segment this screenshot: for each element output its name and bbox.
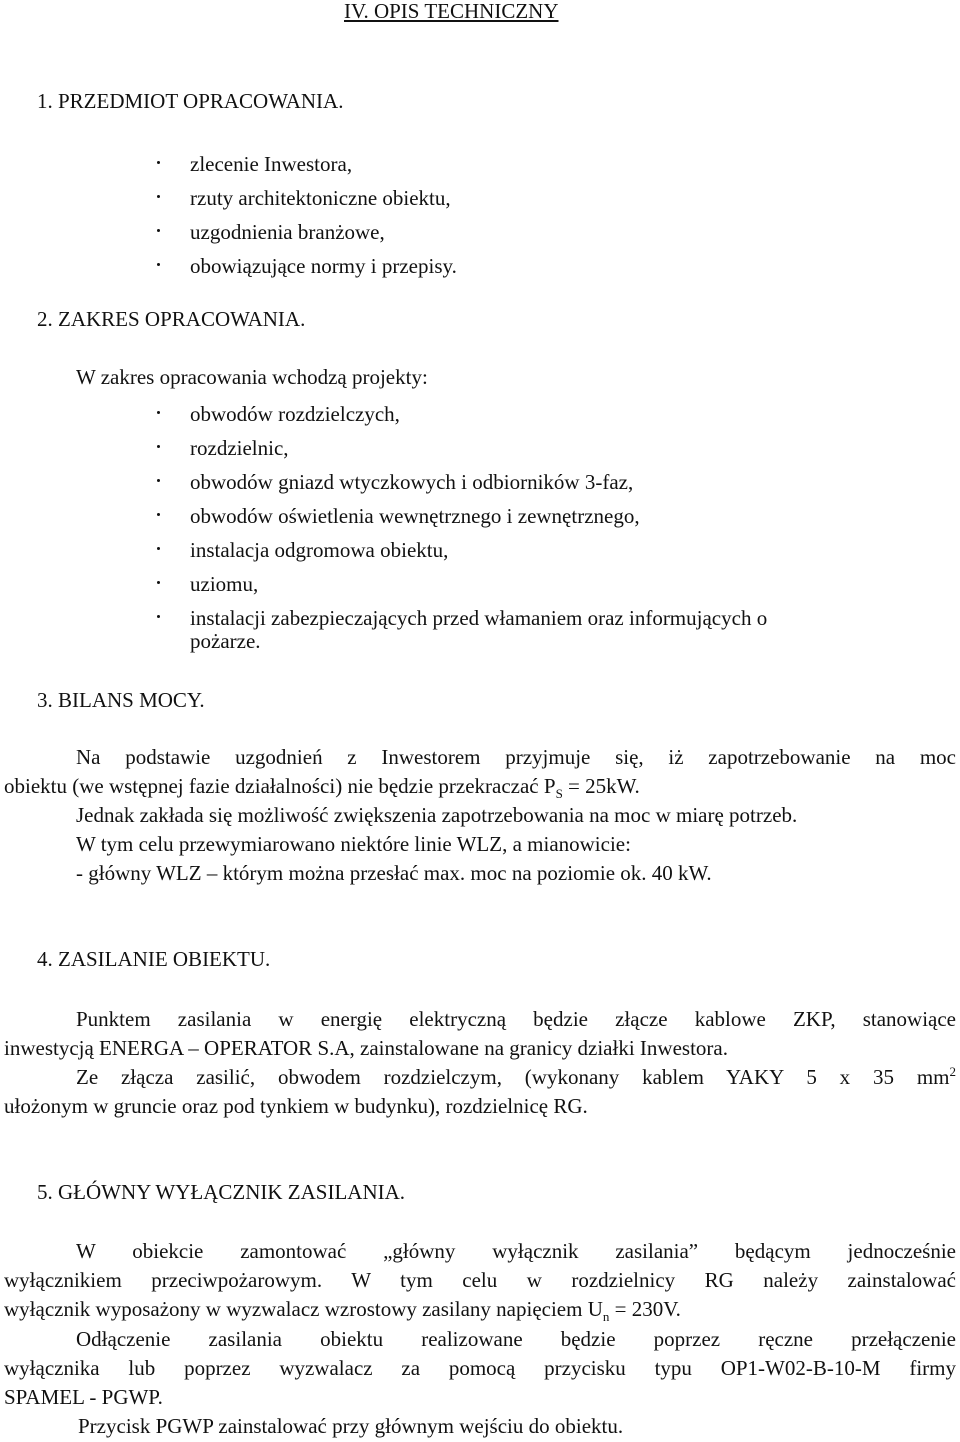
paragraph-line: wyłącznika lub poprzez wyzwalacz za pomocą przycisku typu OP1-W02-B-10-M firmy [4, 1356, 956, 1380]
paragraph-line: W obiekcie zamontować „główny wyłącznik zasilania” będącym jednocześnie [76, 1239, 956, 1263]
list-item: obwodów oświetlenia wewnętrznego i zewnętrznego, [153, 499, 767, 533]
list-item: rozdzielnic, [153, 431, 767, 465]
paragraph-line: obiektu (we wstępnej fazie działalności) nie będzie przekraczać $P_S = 25kW$. [4, 774, 640, 802]
paragraph-line: wyłącznik wyposażony w wyzwalacz wzrostowy zasilany napięciem $U_n = 230V$. [4, 1297, 681, 1325]
section-5-heading: 5. GŁÓWNY WYŁĄCZNIK ZASILANIA. [37, 1180, 406, 1204]
paragraph-line: wyłącznikiem przeciwpożarowym. W tym celu w rozdzielnicy RG należy zainstalować [4, 1268, 956, 1292]
section-2-list [153, 397, 767, 635]
list-item: zlecenie Inwestora, [153, 147, 457, 181]
list-item: obowiązujące normy i przepisy. [153, 249, 457, 283]
section-2-heading: 2. ZAKRES OPRACOWANIA. [37, 307, 306, 331]
section-3-heading: 3. BILANS MOCY. [37, 688, 205, 712]
paragraph-line: Przycisk PGWP zainstalować przy głównym wejściu do obiektu. [78, 1414, 624, 1438]
paragraph-line: Na podstawie uzgodnień z Inwestorem przyjmuje się, iż zapotrzebowanie na moc [76, 745, 956, 769]
list-item: obwodów rozdzielczych, [153, 397, 767, 431]
list-item: instalacja odgromowa obiektu, [153, 533, 767, 567]
paragraph-line: Punktem zasilania w energię elektryczną będzie złącze kablowe ZKP, stanowiące [76, 1007, 956, 1031]
list-item-continuation: pożarze. [190, 629, 261, 653]
list-item: rzuty architektoniczne obiektu, [153, 181, 457, 215]
paragraph-line: ułożonym w gruncie oraz pod tynkiem w budynku), rozdzielnicę RG. [4, 1094, 588, 1118]
list-item: instalacji zabezpieczających przed włamaniem oraz informujących o [153, 601, 767, 635]
paragraph-line: - główny WLZ – którym można przesłać max. moc na poziomie ok. 40 kW. [76, 861, 712, 885]
paragraph-line: SPAMEL - PGWP. [4, 1385, 163, 1409]
section-2-intro: W zakres opracowania wchodzą projekty: [76, 365, 428, 389]
list-item: uziomu, [153, 567, 767, 601]
paragraph-line: inwestycją ENERGA – OPERATOR S.A, zainstalowane na granicy działki Inwestora. [4, 1036, 728, 1060]
list-item: obwodów gniazd wtyczkowych i odbiorników 3-faz, [153, 465, 767, 499]
section-4-heading: 4. ZASILANIE OBIEKTU. [37, 947, 271, 971]
document-title: IV. OPIS TECHNICZNY [344, 0, 559, 23]
paragraph-line: Jednak zakłada się możliwość zwiększenia zapotrzebowania na moc w miarę potrzeb. [76, 803, 798, 827]
paragraph-line: Ze złącza zasilić, obwodem rozdzielczym, (wykonany kablem YAKY 5 x 35 $mm^2$ [76, 1064, 956, 1089]
paragraph-line: Odłączenie zasilania obiektu realizowane będzie poprzez ręczne przełączenie [76, 1327, 956, 1351]
section-1-heading: 1. PRZEDMIOT OPRACOWANIA. [37, 89, 344, 113]
list-item: uzgodnienia branżowe, [153, 215, 457, 249]
section-1-list [153, 147, 457, 283]
paragraph-line: W tym celu przewymiarowano niektóre linie WLZ, a mianowicie: [76, 832, 631, 856]
